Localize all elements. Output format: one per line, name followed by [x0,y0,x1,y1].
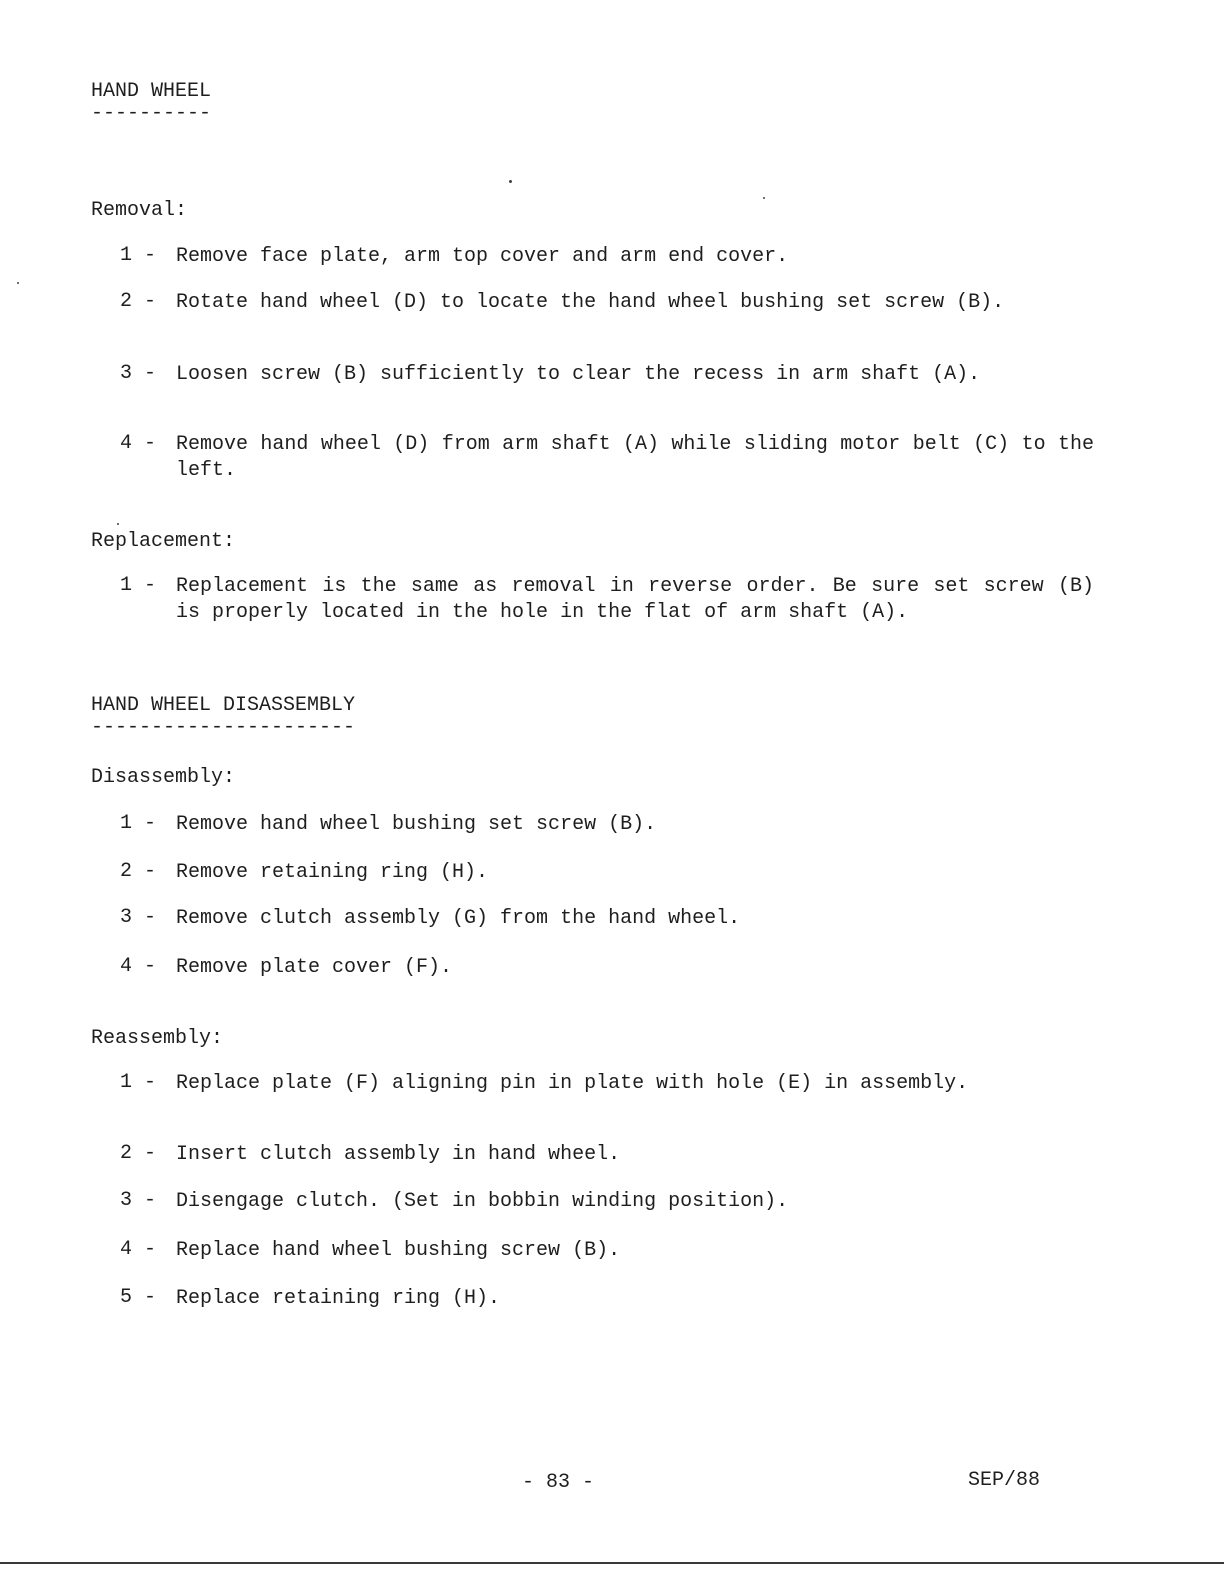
step-text: Replacement is the same as removal in reverse order. Be sure set screw (B) is properly located in the hole in the flat of arm shaft (A). [176,575,1094,624]
section-title-hand-wheel: HAND WHEEL [91,80,212,103]
step-number: 2 - [120,290,157,313]
step-number: 2 - [120,1142,157,1165]
step-text: Remove clutch assembly (G) from the hand wheel. [176,907,741,930]
scan-speck [117,523,119,525]
step-text: Loosen screw (B) sufficiently to clear the recess in arm shaft (A). [176,363,981,386]
step-text: Rotate hand wheel (D) to locate the hand wheel bushing set screw (B). [176,291,1005,314]
scan-speck [509,180,512,183]
disassembly-label: Disassembly: [91,766,236,789]
step-text: Remove hand wheel bushing set screw (B). [176,813,657,836]
step-text: Replace hand wheel bushing screw (B). [176,1239,621,1262]
step-text: Remove face plate, arm top cover and arm end cover. [176,245,789,268]
step-number: 5 - [120,1286,157,1309]
step-text: Replace retaining ring (H). [176,1287,501,1310]
step-text: Remove retaining ring (H). [176,861,489,884]
step-number: 1 - [120,574,157,597]
scan-speck [763,197,765,199]
step-number: 4 - [120,955,157,978]
section-title-hand-wheel-disassembly: HAND WHEEL DISASSEMBLY [91,694,356,717]
step-number: 1 - [120,244,157,267]
step-text: Remove hand wheel (D) from arm shaft (A) while sliding motor belt (C) to the left. [176,433,1094,482]
step-number: 2 - [120,860,157,883]
section-title-underline: ---------- [91,102,212,125]
step-number: 4 - [120,1238,157,1261]
page-bottom-rule [0,1562,1224,1564]
step-text: Insert clutch assembly in hand wheel. [176,1143,621,1166]
page-number: - 83 - [522,1471,595,1494]
step-number: 1 - [120,812,157,835]
reassembly-label: Reassembly: [91,1027,224,1050]
removal-label: Removal: [91,199,188,222]
step-text: Replace plate (F) aligning pin in plate with hole (E) in assembly. [176,1072,969,1095]
step-number: 3 - [120,362,157,385]
replacement-label: Replacement: [91,530,236,553]
step-text: Disengage clutch. (Set in bobbin winding position). [176,1190,789,1213]
scan-speck [17,282,19,284]
step-number: 1 - [120,1071,157,1094]
step-number: 4 - [120,432,157,455]
section-title-underline: ---------------------- [91,716,356,739]
step-number: 3 - [120,906,157,929]
step-number: 3 - [120,1189,157,1212]
revision-date: SEP/88 [968,1469,1041,1492]
step-text: Remove plate cover (F). [176,956,453,979]
